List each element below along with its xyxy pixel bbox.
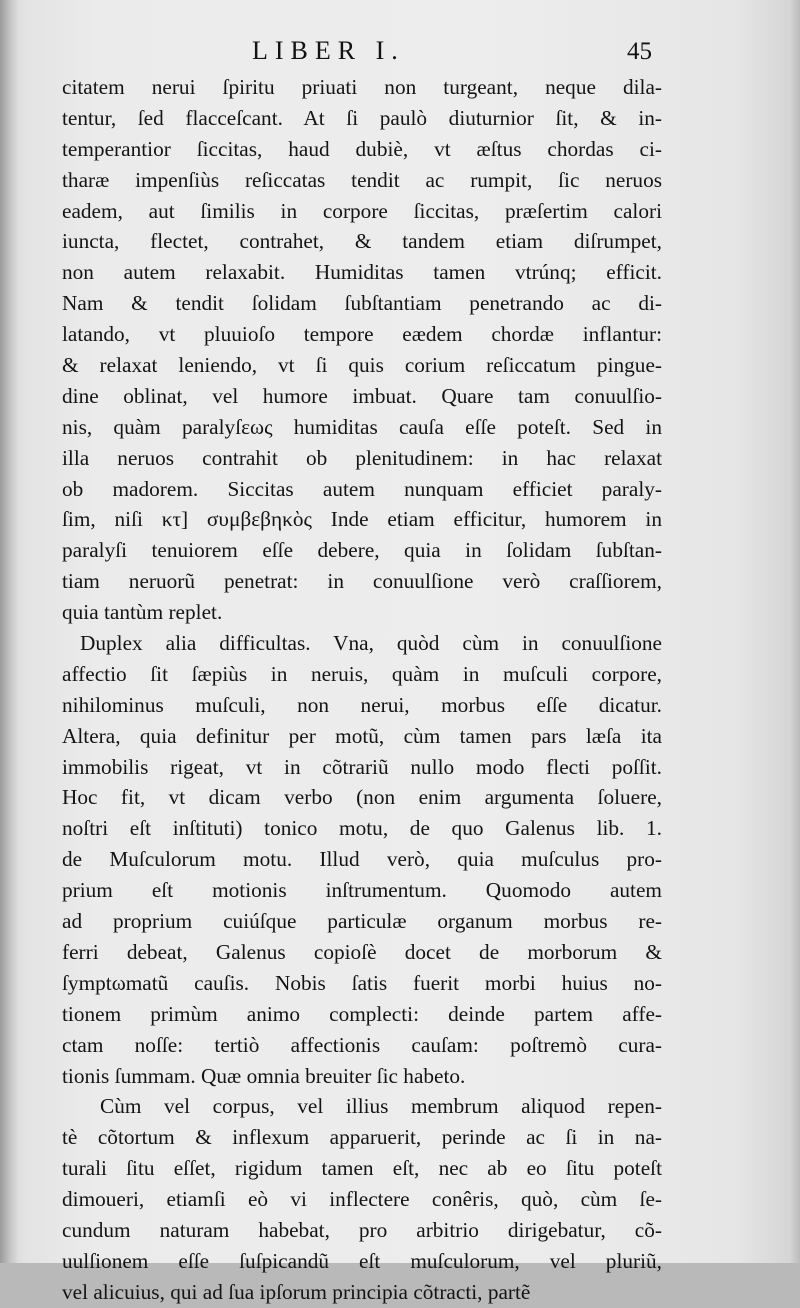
text-line: tentur, ſed flacceſcant. At ſi paulò diuturnior ſit, & in- bbox=[62, 105, 662, 130]
text-line: dine oblinat, vel humore imbuat. Quare tam conuulſio- bbox=[62, 383, 662, 408]
text-line: vel alicuius, qui ad ſua ipſorum principia cõtracti, partẽ bbox=[62, 1279, 531, 1304]
text-line: ſim, niſi κτ] συμβεβηκὸς Inde etiam efficitur, humorem in bbox=[62, 507, 662, 532]
page-number: 45 bbox=[627, 38, 652, 65]
text-line: non autem relaxabit. Humiditas tamen vtrúnq; efficit. bbox=[62, 260, 662, 285]
page-edge bbox=[790, 0, 800, 1263]
text-line: citatem nerui ſpiritu priuati non turgeant, neque dila- bbox=[62, 75, 662, 99]
text-line: affectio ſit ſæpiùs in neruis, quàm in muſculi corpore, bbox=[62, 661, 662, 686]
text-line: dimoueri, etiamſi eò vi inflectere conêris, quò, cùm ſe- bbox=[62, 1187, 662, 1212]
text-line: Cùm vel corpus, vel illius membrum aliquod repen- bbox=[100, 1094, 662, 1119]
text-line: ferri debeat, Galenus copioſè docet de morborum & bbox=[62, 939, 662, 964]
paragraph bbox=[62, 1091, 662, 1307]
text-line: ctam noſſe: tertiò affectionis cauſam: poſtremò cura- bbox=[62, 1032, 662, 1057]
text-line: tharæ impenſiùs reſiccatas tendit ac rumpit, ſic neruos bbox=[62, 167, 662, 192]
text-line: paralyſi tenuiorem eſſe debere, quia in ſolidam ſubſtan- bbox=[62, 538, 662, 563]
text-line: quia tantùm replet. bbox=[62, 600, 223, 625]
text-line: nis, quàm paralyſεως humiditas cauſa eſſe poteſt. Sed in bbox=[62, 414, 662, 439]
text-line: immobilis rigeat, vt in cõtrariũ nullo modo flecti poſſit. bbox=[62, 754, 662, 779]
text-line: iuncta, flectet, contrahet, & tandem etiam diſrumpet, bbox=[62, 229, 662, 254]
text-line: Duplex alia difficultas. Vna, quòd cùm in conuulſione bbox=[80, 631, 662, 656]
page-header bbox=[72, 36, 652, 76]
text-line: tionem primùm animo complecti: deinde partem affe- bbox=[62, 1001, 662, 1026]
text-line: temperantior ſiccitas, haud dubiè, vt æſtus chordas ci- bbox=[62, 136, 662, 161]
paragraph bbox=[62, 628, 662, 1091]
text-line: latando, vt pluuioſo tempore eædem chordæ inflantur: bbox=[62, 322, 662, 347]
text-line: Nam & tendit ſolidam ſubſtantiam penetrando ac di- bbox=[62, 291, 662, 316]
text-line: de Muſculorum motu. Illud verò, quia muſculus pro- bbox=[62, 847, 662, 872]
paragraph bbox=[62, 72, 662, 628]
text-line: nihilominus muſculi, non nerui, morbus eſſe dicatur. bbox=[62, 692, 662, 717]
text-line: illa neruos contrahit ob plenitudinem: in hac relaxat bbox=[62, 445, 662, 470]
text-line: & relaxat leniendo, vt ſi quis corium reſiccatum pingue- bbox=[62, 353, 662, 378]
binding-shadow bbox=[0, 0, 18, 1263]
text-line: Hoc fit, vt dicam verbo (non enim argumenta ſoluere, bbox=[62, 785, 662, 810]
text-line: prium eſt motionis inſtrumentum. Quomodo autem bbox=[62, 878, 662, 903]
text-line: noſtri eſt inſtituti) tonico motu, de quo Galenus lib. 1. bbox=[62, 816, 662, 841]
text-line: ob madorem. Siccitas autem nunquam efficiet paraly- bbox=[62, 476, 662, 501]
text-line: tè cõtortum & inflexum apparuerit, perinde ac ſi in na- bbox=[62, 1125, 662, 1150]
text-line: uulſionem eſſe ſuſpicandũ eſt muſculorum, vel pluriũ, bbox=[62, 1248, 662, 1273]
text-line: cundum naturam habebat, pro arbitrio dirigebatur, cõ- bbox=[62, 1217, 662, 1242]
text-block bbox=[62, 72, 662, 1308]
text-line: eadem, aut ſimilis in corpore ſiccitas, præſertim calori bbox=[62, 198, 662, 223]
text-line: turali ſitu eſſet, rigidum tamen eſt, nec ab eo ſitu poteſt bbox=[62, 1156, 662, 1181]
text-line: tiam neruorũ penetrat: in conuulſione verò craſſiorem, bbox=[62, 569, 662, 594]
text-line: ad proprium cuiúſque particulæ organum morbus re- bbox=[62, 909, 662, 934]
text-line: tionis ſummam. Quæ omnia breuiter ſic habeto. bbox=[62, 1063, 466, 1088]
text-line: ſymptωmatũ cauſis. Nobis ſatis fuerit morbi huius no- bbox=[62, 970, 662, 995]
running-title: LIBER I. bbox=[252, 36, 405, 65]
text-line: Altera, quia definitur per motũ, cùm tamen pars læſa ita bbox=[62, 723, 662, 748]
